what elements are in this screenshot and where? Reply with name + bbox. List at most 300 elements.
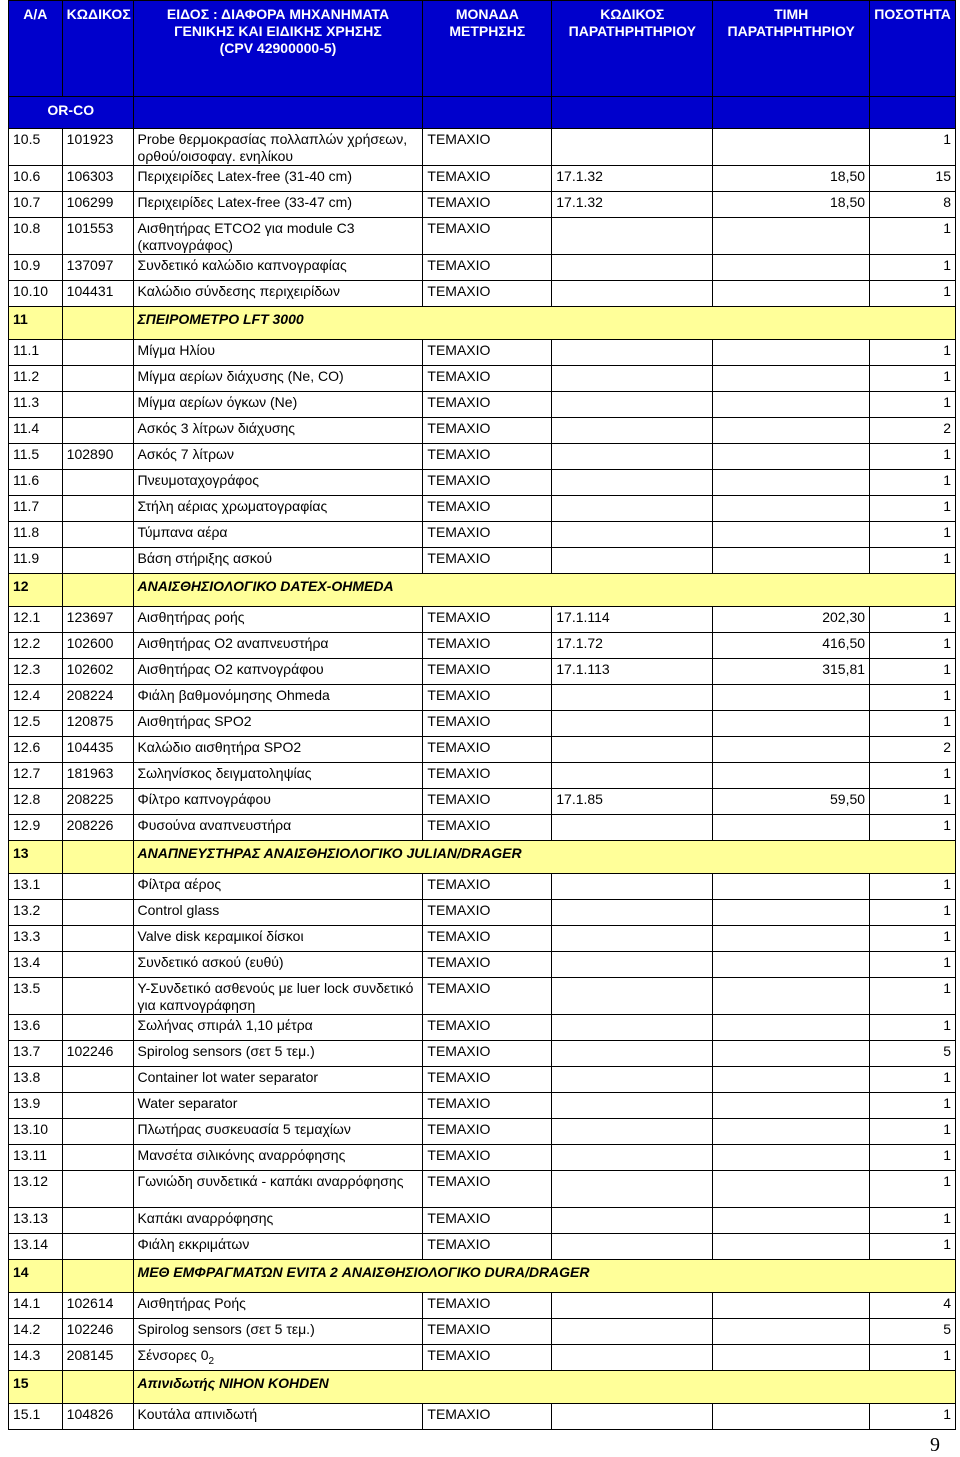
cell-obs-code <box>552 1145 713 1171</box>
description-subscript: 2 <box>208 1355 215 1367</box>
table-row <box>9 1171 956 1208</box>
table-row <box>9 392 956 418</box>
cell-obs-price: 315,81 <box>713 659 870 685</box>
table-row <box>9 1234 956 1260</box>
cell-code: 208225 <box>62 789 133 815</box>
cell-obs-price <box>713 900 870 926</box>
cell-obs-code <box>552 1345 713 1371</box>
cell-unit: ΤΕΜΑΧΙΟ <box>423 340 552 366</box>
table-row <box>9 1208 956 1234</box>
cell-obs-price <box>713 815 870 841</box>
cell-unit: ΤΕΜΑΧΙΟ <box>423 763 552 789</box>
cell-aa: 11.1 <box>9 340 63 366</box>
cell-obs-code <box>552 1067 713 1093</box>
cell-obs-code <box>552 340 713 366</box>
cell-aa: 12.8 <box>9 789 63 815</box>
cell-qty: 1 <box>870 1345 956 1371</box>
cell-unit: ΤΕΜΑΧΙΟ <box>423 978 552 1015</box>
section-spacer <box>62 1260 133 1293</box>
cell-unit: ΤΕΜΑΧΙΟ <box>423 789 552 815</box>
cell-unit: ΤΕΜΑΧΙΟ <box>423 1145 552 1171</box>
cell-aa: 12.3 <box>9 659 63 685</box>
cell-description <box>133 1345 423 1371</box>
cell-code: 104431 <box>62 281 133 307</box>
cell-qty: 1 <box>870 1093 956 1119</box>
cell-code: 104826 <box>62 1404 133 1430</box>
section-row <box>9 1371 956 1404</box>
cell-obs-price <box>713 340 870 366</box>
cell-code: 208224 <box>62 685 133 711</box>
cell-description: Συνδετικό καλώδιο καπνογραφίας <box>133 255 423 281</box>
table-row <box>9 952 956 978</box>
cell-obs-code <box>552 522 713 548</box>
cell-qty: 1 <box>870 1145 956 1171</box>
cell-qty: 1 <box>870 926 956 952</box>
cell-aa: 14.1 <box>9 1293 63 1319</box>
section-number: 14 <box>9 1260 63 1293</box>
cell-code <box>62 1208 133 1234</box>
cell-code <box>62 1171 133 1208</box>
cell-obs-code <box>552 1041 713 1067</box>
cell-qty: 1 <box>870 685 956 711</box>
cell-obs-code: 17.1.32 <box>552 166 713 192</box>
cell-description: Μίγμα Ηλίου <box>133 340 423 366</box>
cell-aa: 13.4 <box>9 952 63 978</box>
cell-aa: 12.6 <box>9 737 63 763</box>
cell-obs-code <box>552 392 713 418</box>
cell-qty: 1 <box>870 815 956 841</box>
cell-description: Περιχειρίδες Latex-free (33-47 cm) <box>133 192 423 218</box>
cell-obs-price <box>713 1234 870 1260</box>
cell-obs-price <box>713 1171 870 1208</box>
cell-aa: 11.7 <box>9 496 63 522</box>
table-row <box>9 1119 956 1145</box>
section-row <box>9 1260 956 1293</box>
cell-qty: 1 <box>870 1208 956 1234</box>
cell-unit: ΤΕΜΑΧΙΟ <box>423 218 552 255</box>
cell-code <box>62 470 133 496</box>
table-row <box>9 900 956 926</box>
header-kind: ΕΙΔΟΣ : ΔΙΑΦΟΡΑ ΜΗΧΑΝΗΜΑΤΑ ΓΕΝΙΚΗΣ ΚΑΙ ΕΙΔΙΚΗΣ ΧΡΗΣΗΣ (CPV 42900000-5) <box>133 1 423 97</box>
cell-obs-price: 202,30 <box>713 607 870 633</box>
cell-description: Κουτάλα απινιδωτή <box>133 1404 423 1430</box>
cell-qty: 1 <box>870 952 956 978</box>
cell-code: 102600 <box>62 633 133 659</box>
cell-obs-code <box>552 366 713 392</box>
section-title: Απινιδωτής NIHON KOHDEN <box>133 1371 955 1404</box>
table-row <box>9 1041 956 1067</box>
header-or-co: OR-CO <box>9 97 134 129</box>
cell-unit: ΤΕΜΑΧΙΟ <box>423 926 552 952</box>
cell-description: Spirolog sensors (σετ 5 τεμ.) <box>133 1319 423 1345</box>
cell-unit: ΤΕΜΑΧΙΟ <box>423 548 552 574</box>
cell-qty: 1 <box>870 366 956 392</box>
table-body <box>9 129 956 1430</box>
cell-obs-code: 17.1.114 <box>552 607 713 633</box>
cell-description: Καπάκι αναρρόφησης <box>133 1208 423 1234</box>
cell-code <box>62 366 133 392</box>
cell-code: 106299 <box>62 192 133 218</box>
cell-code <box>62 926 133 952</box>
table-row <box>9 1145 956 1171</box>
cell-obs-code: 17.1.113 <box>552 659 713 685</box>
header-code: ΚΩΔΙΚΟΣ <box>62 1 133 97</box>
cell-unit: ΤΕΜΑΧΙΟ <box>423 952 552 978</box>
section-number: 11 <box>9 307 63 340</box>
cell-qty: 1 <box>870 763 956 789</box>
cell-description: Spirolog sensors (σετ 5 τεμ.) <box>133 1041 423 1067</box>
cell-obs-price <box>713 470 870 496</box>
cell-aa: 13.9 <box>9 1093 63 1119</box>
cell-qty: 2 <box>870 418 956 444</box>
cell-unit: ΤΕΜΑΧΙΟ <box>423 166 552 192</box>
cell-code <box>62 1015 133 1041</box>
cell-obs-price <box>713 1345 870 1371</box>
cell-description: Καλώδιο αισθητήρα SPO2 <box>133 737 423 763</box>
cell-qty: 1 <box>870 607 956 633</box>
cell-code <box>62 978 133 1015</box>
cell-obs-price <box>713 218 870 255</box>
cell-unit: ΤΕΜΑΧΙΟ <box>423 392 552 418</box>
cell-obs-price <box>713 926 870 952</box>
cell-description: Φιάλη βαθμονόμησης Ohmeda <box>133 685 423 711</box>
table-row <box>9 633 956 659</box>
cell-code <box>62 392 133 418</box>
cell-aa: 13.8 <box>9 1067 63 1093</box>
cell-code: 208226 <box>62 815 133 841</box>
cell-obs-code <box>552 874 713 900</box>
cell-unit: ΤΕΜΑΧΙΟ <box>423 1404 552 1430</box>
table-row <box>9 685 956 711</box>
cell-description: Γωνιώδη συνδετικά - καπάκι αναρρόφησης <box>133 1171 423 1208</box>
cell-code <box>62 1119 133 1145</box>
cell-qty: 2 <box>870 737 956 763</box>
cell-obs-price <box>713 548 870 574</box>
cell-aa: 14.3 <box>9 1345 63 1371</box>
cell-unit: ΤΕΜΑΧΙΟ <box>423 711 552 737</box>
table-row <box>9 659 956 685</box>
cell-obs-price <box>713 763 870 789</box>
cell-obs-price <box>713 1404 870 1430</box>
cell-obs-code <box>552 900 713 926</box>
cell-aa: 11.6 <box>9 470 63 496</box>
section-title: ΜΕΘ ΕΜΦΡΑΓΜΑΤΩΝ EVITA 2 ΑΝΑΙΣΘΗΣΙΟΛΟΓΙΚΟ DURA/DRAGER <box>133 1260 955 1293</box>
header-aa: Α/Α <box>9 1 63 97</box>
table-row <box>9 1293 956 1319</box>
cell-code: 102246 <box>62 1319 133 1345</box>
cell-obs-code <box>552 1093 713 1119</box>
cell-aa: 13.12 <box>9 1171 63 1208</box>
cell-aa: 10.5 <box>9 129 63 166</box>
cell-description: Περιχειρίδες Latex-free (31-40 cm) <box>133 166 423 192</box>
cell-aa: 10.6 <box>9 166 63 192</box>
table-row <box>9 763 956 789</box>
section-spacer <box>62 307 133 340</box>
cell-obs-code: 17.1.72 <box>552 633 713 659</box>
cell-obs-code <box>552 444 713 470</box>
cell-unit: ΤΕΜΑΧΙΟ <box>423 470 552 496</box>
cell-obs-code <box>552 129 713 166</box>
cell-unit: ΤΕΜΑΧΙΟ <box>423 607 552 633</box>
header-subrow <box>9 97 956 129</box>
cell-obs-code <box>552 1119 713 1145</box>
cell-description: Αισθητήρας Ο2 αναπνευστήρα <box>133 633 423 659</box>
cell-aa: 10.10 <box>9 281 63 307</box>
cell-obs-code <box>552 281 713 307</box>
cell-unit: ΤΕΜΑΧΙΟ <box>423 633 552 659</box>
cell-description: Βάση στήριξης ασκού <box>133 548 423 574</box>
table-row <box>9 192 956 218</box>
table-row <box>9 340 956 366</box>
section-spacer <box>62 841 133 874</box>
cell-code: 123697 <box>62 607 133 633</box>
cell-qty: 1 <box>870 496 956 522</box>
cell-unit: ΤΕΜΑΧΙΟ <box>423 659 552 685</box>
section-number: 15 <box>9 1371 63 1404</box>
cell-qty: 5 <box>870 1041 956 1067</box>
cell-aa: 11.2 <box>9 366 63 392</box>
cell-description: Συνδετικό ασκού (ευθύ) <box>133 952 423 978</box>
cell-code <box>62 522 133 548</box>
table-row <box>9 1319 956 1345</box>
cell-qty: 1 <box>870 392 956 418</box>
cell-qty: 1 <box>870 978 956 1015</box>
cell-qty: 15 <box>870 166 956 192</box>
cell-description: Y-Συνδετικό ασθενούς με luer lock συνδετικό για καπνογράφηση <box>133 978 423 1015</box>
cell-obs-code <box>552 815 713 841</box>
cell-aa: 13.3 <box>9 926 63 952</box>
cell-qty: 1 <box>870 874 956 900</box>
description-text: Σένσορες 0 <box>137 1347 209 1363</box>
cell-unit: ΤΕΜΑΧΙΟ <box>423 1293 552 1319</box>
cell-qty: 4 <box>870 1293 956 1319</box>
cell-unit: ΤΕΜΑΧΙΟ <box>423 1319 552 1345</box>
cell-description: Valve disk κεραμικοί δίσκοι <box>133 926 423 952</box>
cell-aa: 15.1 <box>9 1404 63 1430</box>
cell-obs-price <box>713 711 870 737</box>
cell-code: 102602 <box>62 659 133 685</box>
cell-aa: 10.9 <box>9 255 63 281</box>
cell-obs-code <box>552 470 713 496</box>
procurement-table <box>8 0 956 1430</box>
cell-obs-code <box>552 926 713 952</box>
cell-obs-price: 18,50 <box>713 192 870 218</box>
cell-obs-price: 59,50 <box>713 789 870 815</box>
cell-obs-price <box>713 952 870 978</box>
cell-description: Στήλη αέριας χρωματογραφίας <box>133 496 423 522</box>
cell-qty: 1 <box>870 129 956 166</box>
header-obs-price: ΤΙΜΗ ΠΑΡΑΤΗΡΗΤΗΡΙΟΥ <box>713 1 870 97</box>
cell-code <box>62 548 133 574</box>
section-title: ΑΝΑΙΣΘΗΣΙΟΛΟΓΙΚΟ DATEX-OHMEDA <box>133 574 955 607</box>
section-number: 13 <box>9 841 63 874</box>
cell-obs-price <box>713 1041 870 1067</box>
cell-unit: ΤΕΜΑΧΙΟ <box>423 900 552 926</box>
cell-obs-price <box>713 1293 870 1319</box>
cell-code: 102614 <box>62 1293 133 1319</box>
cell-obs-price: 18,50 <box>713 166 870 192</box>
cell-code: 104435 <box>62 737 133 763</box>
cell-description: Πνευμοταχογράφος <box>133 470 423 496</box>
section-spacer <box>62 1371 133 1404</box>
cell-qty: 1 <box>870 900 956 926</box>
cell-aa: 13.13 <box>9 1208 63 1234</box>
cell-unit: ΤΕΜΑΧΙΟ <box>423 1208 552 1234</box>
cell-description: Αισθητήρας SPO2 <box>133 711 423 737</box>
cell-unit: ΤΕΜΑΧΙΟ <box>423 1015 552 1041</box>
table-row <box>9 496 956 522</box>
cell-aa: 11.4 <box>9 418 63 444</box>
table-row <box>9 789 956 815</box>
cell-code: 137097 <box>62 255 133 281</box>
cell-obs-price <box>713 444 870 470</box>
cell-description: Probe θερμοκρασίας πολλαπλών χρήσεων, ορθού/οισοφαγ. ενηλίκου <box>133 129 423 166</box>
cell-obs-code: 17.1.32 <box>552 192 713 218</box>
table-row <box>9 1067 956 1093</box>
table-row <box>9 978 956 1015</box>
cell-qty: 1 <box>870 711 956 737</box>
cell-qty: 8 <box>870 192 956 218</box>
cell-obs-price <box>713 418 870 444</box>
cell-description: Αισθητήρας Ο2 καπνογράφου <box>133 659 423 685</box>
cell-qty: 1 <box>870 659 956 685</box>
cell-unit: ΤΕΜΑΧΙΟ <box>423 1093 552 1119</box>
cell-description: Μανσέτα σιλικόνης αναρρόφησης <box>133 1145 423 1171</box>
cell-obs-price <box>713 1145 870 1171</box>
cell-obs-code <box>552 1015 713 1041</box>
cell-unit: ΤΕΜΑΧΙΟ <box>423 192 552 218</box>
table-row <box>9 737 956 763</box>
cell-description: Σωληνίσκος δειγματοληψίας <box>133 763 423 789</box>
cell-obs-code <box>552 418 713 444</box>
table-row <box>9 218 956 255</box>
cell-unit: ΤΕΜΑΧΙΟ <box>423 1234 552 1260</box>
cell-code: 102890 <box>62 444 133 470</box>
table-row <box>9 522 956 548</box>
cell-qty: 5 <box>870 1319 956 1345</box>
cell-obs-code <box>552 711 713 737</box>
cell-aa: 12.7 <box>9 763 63 789</box>
cell-aa: 13.2 <box>9 900 63 926</box>
cell-code <box>62 1067 133 1093</box>
cell-obs-price <box>713 685 870 711</box>
cell-code <box>62 1234 133 1260</box>
section-spacer <box>62 574 133 607</box>
cell-code <box>62 496 133 522</box>
cell-obs-code <box>552 1234 713 1260</box>
section-row <box>9 574 956 607</box>
section-title: ΑΝΑΠΝΕΥΣΤΗΡΑΣ ΑΝΑΙΣΘΗΣΙΟΛΟΓΙΚΟ JULIAN/DRAGER <box>133 841 955 874</box>
cell-description: Water separator <box>133 1093 423 1119</box>
cell-code <box>62 418 133 444</box>
cell-aa: 12.1 <box>9 607 63 633</box>
cell-qty: 1 <box>870 255 956 281</box>
section-row <box>9 841 956 874</box>
table-row <box>9 129 956 166</box>
cell-description: Φιάλη εκκριμάτων <box>133 1234 423 1260</box>
cell-obs-code <box>552 1208 713 1234</box>
cell-qty: 1 <box>870 522 956 548</box>
cell-obs-code <box>552 737 713 763</box>
cell-obs-price <box>713 496 870 522</box>
cell-obs-price <box>713 392 870 418</box>
cell-code <box>62 340 133 366</box>
cell-unit: ΤΕΜΑΧΙΟ <box>423 418 552 444</box>
section-row <box>9 307 956 340</box>
cell-obs-price <box>713 281 870 307</box>
cell-unit: ΤΕΜΑΧΙΟ <box>423 444 552 470</box>
cell-description: Αισθητήρας ροής <box>133 607 423 633</box>
cell-aa: 11.5 <box>9 444 63 470</box>
cell-qty: 1 <box>870 1119 956 1145</box>
header-qty: ΠΟΣΟΤΗΤΑ <box>870 1 956 97</box>
cell-obs-price <box>713 366 870 392</box>
table-row <box>9 874 956 900</box>
header-row <box>9 1 956 97</box>
cell-code: 106303 <box>62 166 133 192</box>
cell-qty: 1 <box>870 1234 956 1260</box>
header-unit: ΜΟΝΑΔΑ ΜΕΤΡΗΣΗΣ <box>423 1 552 97</box>
cell-qty: 1 <box>870 444 956 470</box>
cell-obs-price <box>713 1093 870 1119</box>
cell-qty: 1 <box>870 789 956 815</box>
cell-code: 181963 <box>62 763 133 789</box>
cell-unit: ΤΕΜΑΧΙΟ <box>423 1171 552 1208</box>
cell-code <box>62 1145 133 1171</box>
table-row <box>9 1404 956 1430</box>
cell-unit: ΤΕΜΑΧΙΟ <box>423 874 552 900</box>
cell-qty: 1 <box>870 1404 956 1430</box>
cell-aa: 11.9 <box>9 548 63 574</box>
table-row <box>9 255 956 281</box>
cell-description: Πλωτήρας συσκευασία 5 τεμαχίων <box>133 1119 423 1145</box>
cell-unit: ΤΕΜΑΧΙΟ <box>423 737 552 763</box>
table-row <box>9 444 956 470</box>
cell-unit: ΤΕΜΑΧΙΟ <box>423 1041 552 1067</box>
cell-description: Σωλήνας σπιράλ 1,10 μέτρα <box>133 1015 423 1041</box>
cell-obs-code <box>552 1171 713 1208</box>
cell-description: Control glass <box>133 900 423 926</box>
cell-obs-code: 17.1.85 <box>552 789 713 815</box>
table-row <box>9 418 956 444</box>
header-obs-code: ΚΩΔΙΚΟΣ ΠΑΡΑΤΗΡΗΤΗΡΙΟΥ <box>552 1 713 97</box>
table-row <box>9 366 956 392</box>
cell-aa: 13.11 <box>9 1145 63 1171</box>
table-row <box>9 1015 956 1041</box>
cell-obs-price <box>713 1208 870 1234</box>
cell-unit: ΤΕΜΑΧΙΟ <box>423 281 552 307</box>
cell-unit: ΤΕΜΑΧΙΟ <box>423 1119 552 1145</box>
table-row <box>9 1093 956 1119</box>
cell-obs-code <box>552 763 713 789</box>
cell-description: Ασκός 3 λίτρων διάχυσης <box>133 418 423 444</box>
section-number: 12 <box>9 574 63 607</box>
cell-aa: 10.8 <box>9 218 63 255</box>
cell-obs-price <box>713 1015 870 1041</box>
cell-description: Φυσούνα αναπνευστήρα <box>133 815 423 841</box>
cell-description: Καλώδιο σύνδεσης περιχειρίδων <box>133 281 423 307</box>
cell-qty: 1 <box>870 1067 956 1093</box>
table-row <box>9 926 956 952</box>
cell-description: Container lot water separator <box>133 1067 423 1093</box>
cell-qty: 1 <box>870 340 956 366</box>
cell-unit: ΤΕΜΑΧΙΟ <box>423 685 552 711</box>
cell-aa: 13.1 <box>9 874 63 900</box>
cell-code: 101923 <box>62 129 133 166</box>
cell-unit: ΤΕΜΑΧΙΟ <box>423 815 552 841</box>
cell-unit: ΤΕΜΑΧΙΟ <box>423 366 552 392</box>
cell-obs-code <box>552 548 713 574</box>
